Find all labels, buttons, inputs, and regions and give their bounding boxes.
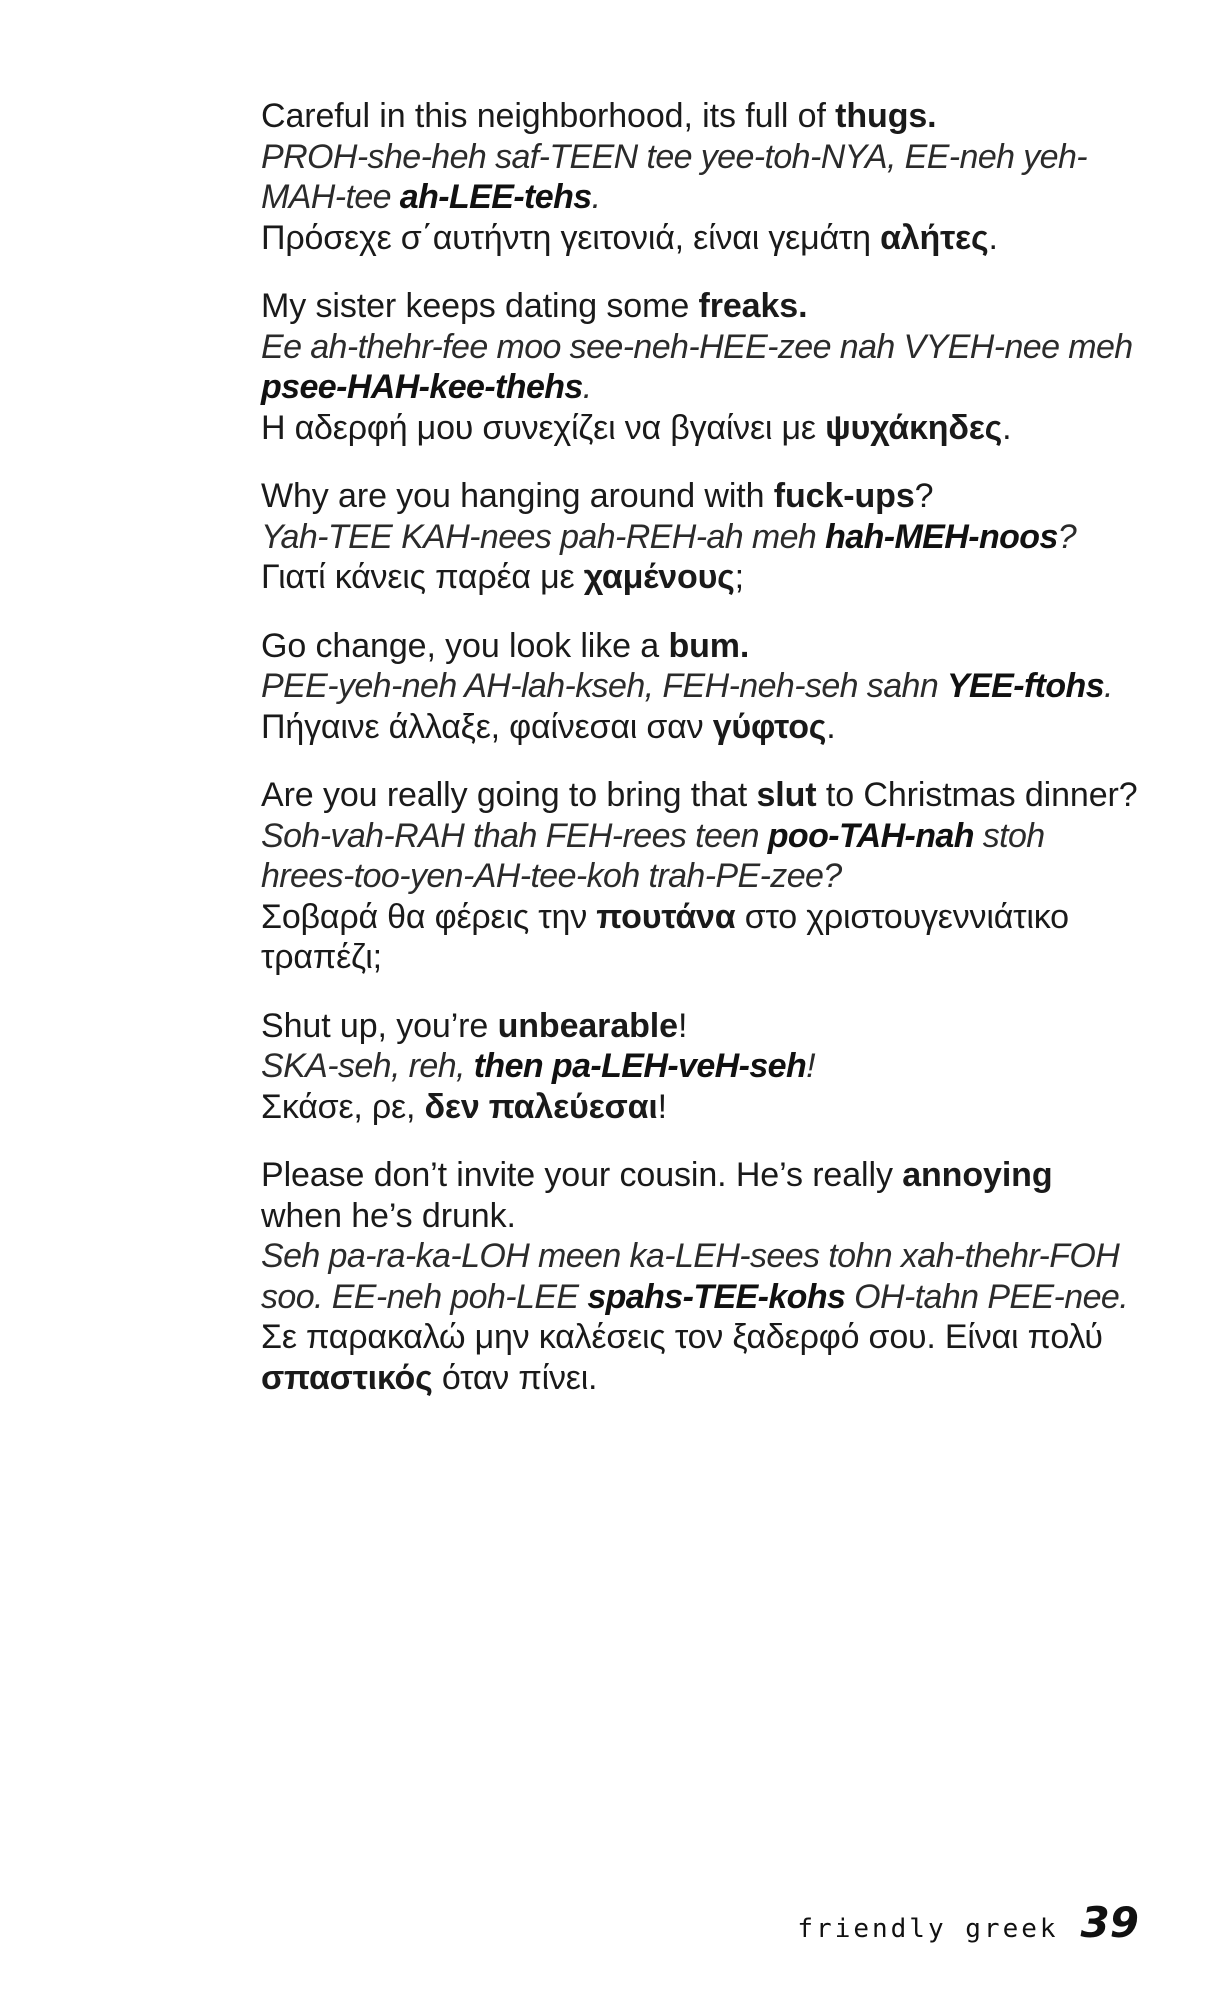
text-segment: Careful in this neighborhood, its full of: [261, 97, 836, 135]
highlighted-term: bum.: [668, 626, 750, 665]
text-segment: !: [806, 1047, 815, 1085]
text-segment: OH-tahn PEE-nee.: [845, 1277, 1129, 1316]
book-title: friendly greek: [797, 1914, 1059, 1944]
text-segment: ?: [914, 477, 934, 515]
text-segment: .: [826, 707, 836, 746]
text-segment: !: [657, 1087, 667, 1126]
phonetic-transcription: [261, 1046, 1141, 1087]
phrase-entry: [261, 286, 1141, 448]
text-segment: ?: [1057, 517, 1077, 556]
phrase-entry: [261, 626, 1141, 748]
text-segment: Η αδερφή μου συνεχίζει να βγαίνει με: [261, 408, 826, 447]
text-segment: Yah-TEE KAH-nees pah-REH-ah meh: [261, 517, 826, 556]
phonetic-transcription: [261, 816, 1141, 897]
greek-translation: [261, 707, 1141, 748]
phrase-entry: [261, 476, 1141, 598]
highlighted-term: unbearable: [497, 1006, 678, 1045]
text-segment: .: [591, 178, 601, 216]
highlighted-term: annoying: [902, 1156, 1053, 1194]
highlighted-term: πουτάνα: [596, 897, 736, 936]
text-segment: when he’s drunk.: [261, 1196, 516, 1235]
highlighted-term: σπαστικός: [261, 1358, 433, 1397]
phonetic-transcription: [261, 1236, 1141, 1317]
highlighted-term: then pa-LEH-veH-seh: [473, 1047, 807, 1085]
phonetic-transcription: [261, 666, 1141, 707]
greek-translation: [261, 897, 1141, 978]
highlighted-term: thugs.: [835, 97, 937, 135]
highlighted-term: slut: [756, 776, 817, 814]
highlighted-term: YEE-ftohs: [946, 667, 1105, 705]
text-segment: .: [1104, 667, 1113, 705]
phrase-entry: [261, 775, 1141, 978]
text-segment: Σοβαρά θα φέρεις την: [261, 897, 597, 936]
text-segment: .: [988, 218, 998, 257]
text-segment: .: [1002, 408, 1012, 447]
english-phrase: [261, 1155, 1141, 1236]
highlighted-term: freaks.: [698, 287, 808, 325]
english-phrase: [261, 1006, 1141, 1047]
phrase-entry: [261, 96, 1141, 258]
text-segment: Are you really going to bring that: [261, 776, 757, 814]
text-segment: My sister keeps dating some: [261, 287, 699, 325]
highlighted-term: spahs-TEE-kohs: [587, 1277, 846, 1316]
greek-translation: [261, 557, 1141, 598]
text-segment: stoh hrees-too-yen-AH-tee-koh trah-PE-zee?: [261, 816, 1045, 895]
phrase-list: [261, 96, 1141, 1426]
phonetic-transcription: [261, 327, 1141, 408]
text-segment: .: [582, 368, 592, 406]
text-segment: Γιατί κάνεις παρέα με: [261, 558, 584, 596]
greek-translation: [261, 218, 1141, 259]
text-segment: Σε παρακαλώ μην καλέσεις τον ξαδερφό σου. Είναι πολύ: [261, 1318, 1103, 1356]
text-segment: Ee ah-thehr-fee moo see-neh-HEE-zee nah VYEH-nee meh: [261, 327, 1133, 366]
text-segment: Soh-vah-RAH thah FEH-rees teen: [261, 816, 768, 855]
greek-translation: [261, 1087, 1141, 1128]
text-segment: στο χριστουγεννιάτικο τραπέζι;: [261, 897, 1069, 976]
highlighted-term: δεν παλεύεσαι: [424, 1087, 658, 1126]
english-phrase: [261, 626, 1141, 667]
highlighted-term: ψυχάκηδες: [825, 408, 1003, 447]
text-segment: Πρόσεχε σ΄αυτήντη γειτονιά, είναι γεμάτη: [261, 218, 881, 257]
phrase-entry: [261, 1006, 1141, 1128]
phrase-entry: [261, 1155, 1141, 1398]
text-segment: Σκάσε, ρε,: [261, 1087, 425, 1126]
highlighted-term: psee-HAH-kee-thehs: [261, 368, 583, 406]
text-segment: Πήγαινε άλλαξε, φαίνεσαι σαν: [261, 707, 713, 746]
text-segment: ;: [734, 558, 744, 596]
text-segment: !: [677, 1006, 688, 1045]
text-segment: όταν πίνει.: [432, 1358, 598, 1397]
english-phrase: [261, 286, 1141, 327]
highlighted-term: αλήτες: [880, 218, 989, 257]
highlighted-term: hah-MEH-noos: [825, 517, 1058, 556]
page-footer: [797, 1898, 1139, 1948]
highlighted-term: γύφτος: [712, 707, 827, 746]
highlighted-term: χαμένους: [583, 558, 735, 596]
text-segment: SKA-seh, reh,: [261, 1047, 474, 1085]
text-segment: PROH-she-heh saf-TEEN tee yee-toh-NYA, EE-neh yeh-MAH-tee: [261, 137, 1088, 216]
text-segment: Seh pa-ra-ka-LOH meen ka-LEH-sees tohn xah-thehr-FOH soo. EE-neh poh-LEE: [261, 1237, 1120, 1316]
english-phrase: [261, 775, 1141, 816]
text-segment: Go change, you look like a: [261, 626, 669, 665]
greek-translation: [261, 408, 1141, 449]
english-phrase: [261, 96, 1141, 137]
greek-translation: [261, 1317, 1141, 1398]
text-segment: Please don’t invite your cousin. He’s really: [261, 1156, 903, 1194]
text-segment: Why are you hanging around with: [261, 477, 774, 515]
highlighted-term: poo-TAH-nah: [767, 816, 974, 855]
english-phrase: [261, 476, 1141, 517]
page-number: 39: [1080, 1898, 1139, 1947]
text-segment: PEE-yeh-neh AH-lah-kseh, FEH-neh-seh sahn: [261, 667, 947, 705]
highlighted-term: fuck-ups: [773, 477, 915, 515]
highlighted-term: ah-LEE-tehs: [399, 178, 592, 216]
phonetic-transcription: [261, 517, 1141, 558]
text-segment: to Christmas dinner?: [816, 776, 1138, 814]
phonetic-transcription: [261, 137, 1141, 218]
text-segment: Shut up, you’re: [261, 1006, 498, 1045]
